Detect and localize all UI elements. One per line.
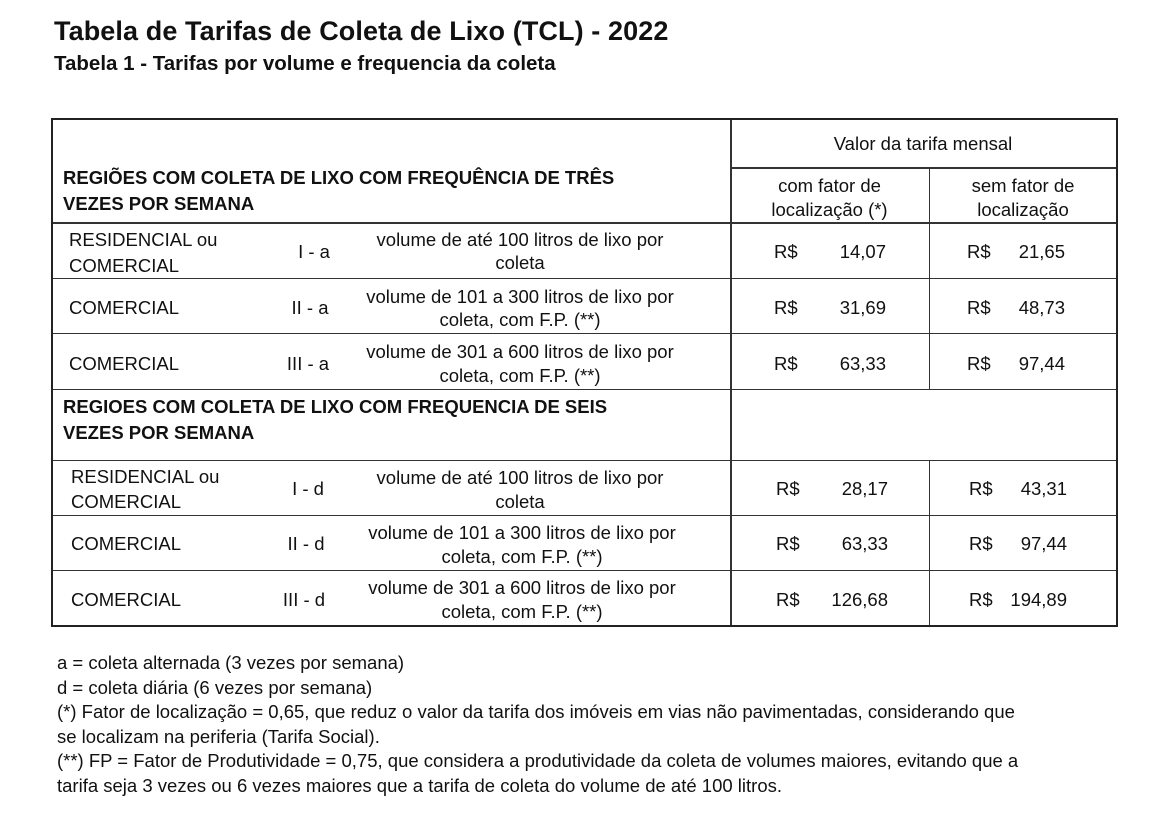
- header-value-group: Valor da tarifa mensal: [833, 133, 1013, 154]
- table-line-row3: [53, 389, 1116, 390]
- row-category: COMERCIAL: [69, 255, 179, 276]
- row-value-with-factor: 14,07: [839, 241, 886, 262]
- table-line-row5: [53, 515, 1116, 516]
- footnote-a: a = coleta alternada (3 vezes por semana): [57, 652, 405, 673]
- row-description: volume de 101 a 300 litros de lixo por: [368, 522, 676, 543]
- row-description: volume de 301 a 600 litros de lixo por: [366, 341, 674, 362]
- row-currency-with-factor: R$: [774, 297, 798, 318]
- row-code: II - a: [291, 297, 329, 318]
- table-divider-factor-bottom: [929, 460, 930, 625]
- row-category: COMERCIAL: [69, 353, 179, 374]
- row-currency-without-factor: R$: [969, 533, 993, 554]
- row-value-with-factor: 28,17: [841, 478, 888, 499]
- footnote-factor: (*) Fator de localização = 0,65, que reduz o valor da tarifa dos imóveis em vias não pavimentadas, considerando que: [57, 701, 1015, 723]
- footnote-d: d = coleta diária (6 vezes por semana): [57, 676, 373, 698]
- row-currency-with-factor: R$: [776, 533, 800, 554]
- row-description: volume de até 100 litros de lixo por: [376, 229, 664, 250]
- document-title: Tabela de Tarifas de Coleta de Lixo (TCL) - 2022: [54, 16, 669, 46]
- section-three-heading-line1: REGIÕES COM COLETA DE LIXO COM FREQUÊNCIA DE TRÊS: [63, 167, 615, 188]
- row-category: COMERCIAL: [71, 589, 181, 610]
- row-code: I - a: [298, 241, 330, 262]
- row-value-without-factor: 21,65: [1018, 241, 1065, 262]
- table-line-row6: [53, 570, 1116, 571]
- row-category: COMERCIAL: [71, 533, 181, 554]
- row-currency-with-factor: R$: [776, 589, 800, 610]
- row-value-with-factor: 63,33: [841, 533, 888, 554]
- row-currency-without-factor: R$: [969, 589, 993, 610]
- table-line-row1: [53, 278, 1116, 279]
- row-currency-with-factor: R$: [776, 478, 800, 499]
- row-value-without-factor: 43,31: [1020, 478, 1067, 499]
- table-line-section-six: [53, 460, 1116, 461]
- document-subtitle: Tabela 1 - Tarifas por volume e frequencia da coleta: [54, 52, 556, 75]
- footnotes: [57, 651, 1018, 799]
- row-description: volume de 301 a 600 litros de lixo por: [368, 577, 676, 598]
- row-value-with-factor: 31,69: [839, 297, 886, 318]
- section-three-heading-line2: VEZES POR SEMANA: [63, 193, 255, 214]
- row-currency-without-factor: R$: [967, 297, 991, 318]
- footnote-factor: se localizam na periferia (Tarifa Social).: [57, 725, 380, 747]
- table-line-header-group: [730, 167, 1116, 169]
- row-value-with-factor: 126,68: [831, 589, 888, 610]
- tariff-table: [51, 118, 1118, 627]
- row-description: coleta: [495, 491, 545, 512]
- section-six-heading-line2: VEZES POR SEMANA: [63, 422, 255, 443]
- table-line-header-bottom: [53, 222, 1116, 224]
- table-line-row2: [53, 333, 1116, 334]
- row-currency-with-factor: R$: [774, 353, 798, 374]
- row-description: volume de até 100 litros de lixo por: [376, 467, 664, 488]
- row-code: II - d: [287, 533, 325, 554]
- header-without-factor-line1: sem fator de: [971, 175, 1075, 196]
- row-description: coleta, com F.P. (**): [439, 365, 601, 386]
- footnote-fp: (**) FP = Fator de Produtividade = 0,75, que considera a produtividade da coleta de volumes maiores, evitando que a: [57, 750, 1019, 772]
- row-code: III - a: [286, 353, 330, 374]
- row-value-without-factor: 194,89: [1010, 589, 1067, 610]
- row-code: I - d: [292, 478, 324, 499]
- row-category: RESIDENCIAL ou: [69, 229, 218, 250]
- row-category: COMERCIAL: [69, 297, 179, 318]
- row-category: RESIDENCIAL ou: [71, 466, 220, 487]
- row-value-without-factor: 97,44: [1018, 353, 1065, 374]
- section-six-heading-line1: REGIOES COM COLETA DE LIXO COM FREQUENCIA DE SEIS: [63, 396, 608, 417]
- row-description: coleta: [495, 252, 545, 273]
- footnote-fp: tarifa seja 3 vezes ou 6 vezes maiores que a tarifa de coleta do volume de até 100 litros.: [57, 774, 782, 796]
- row-description: coleta, com F.P. (**): [439, 309, 601, 330]
- row-value-without-factor: 48,73: [1018, 297, 1065, 318]
- row-currency-without-factor: R$: [967, 353, 991, 374]
- header-without-factor-line2: localização: [977, 199, 1069, 220]
- row-value-with-factor: 63,33: [839, 353, 886, 374]
- row-currency-with-factor: R$: [774, 241, 798, 262]
- header-with-factor-line1: com fator de: [778, 175, 881, 196]
- row-value-without-factor: 97,44: [1020, 533, 1067, 554]
- row-code: III - d: [282, 589, 326, 610]
- row-currency-without-factor: R$: [967, 241, 991, 262]
- header-with-factor-line2: localização (*): [771, 199, 888, 220]
- row-currency-without-factor: R$: [969, 478, 993, 499]
- row-category: COMERCIAL: [71, 491, 181, 512]
- row-description: coleta, com F.P. (**): [441, 546, 603, 567]
- row-description: volume de 101 a 300 litros de lixo por: [366, 286, 674, 307]
- row-description: coleta, com F.P. (**): [441, 601, 603, 622]
